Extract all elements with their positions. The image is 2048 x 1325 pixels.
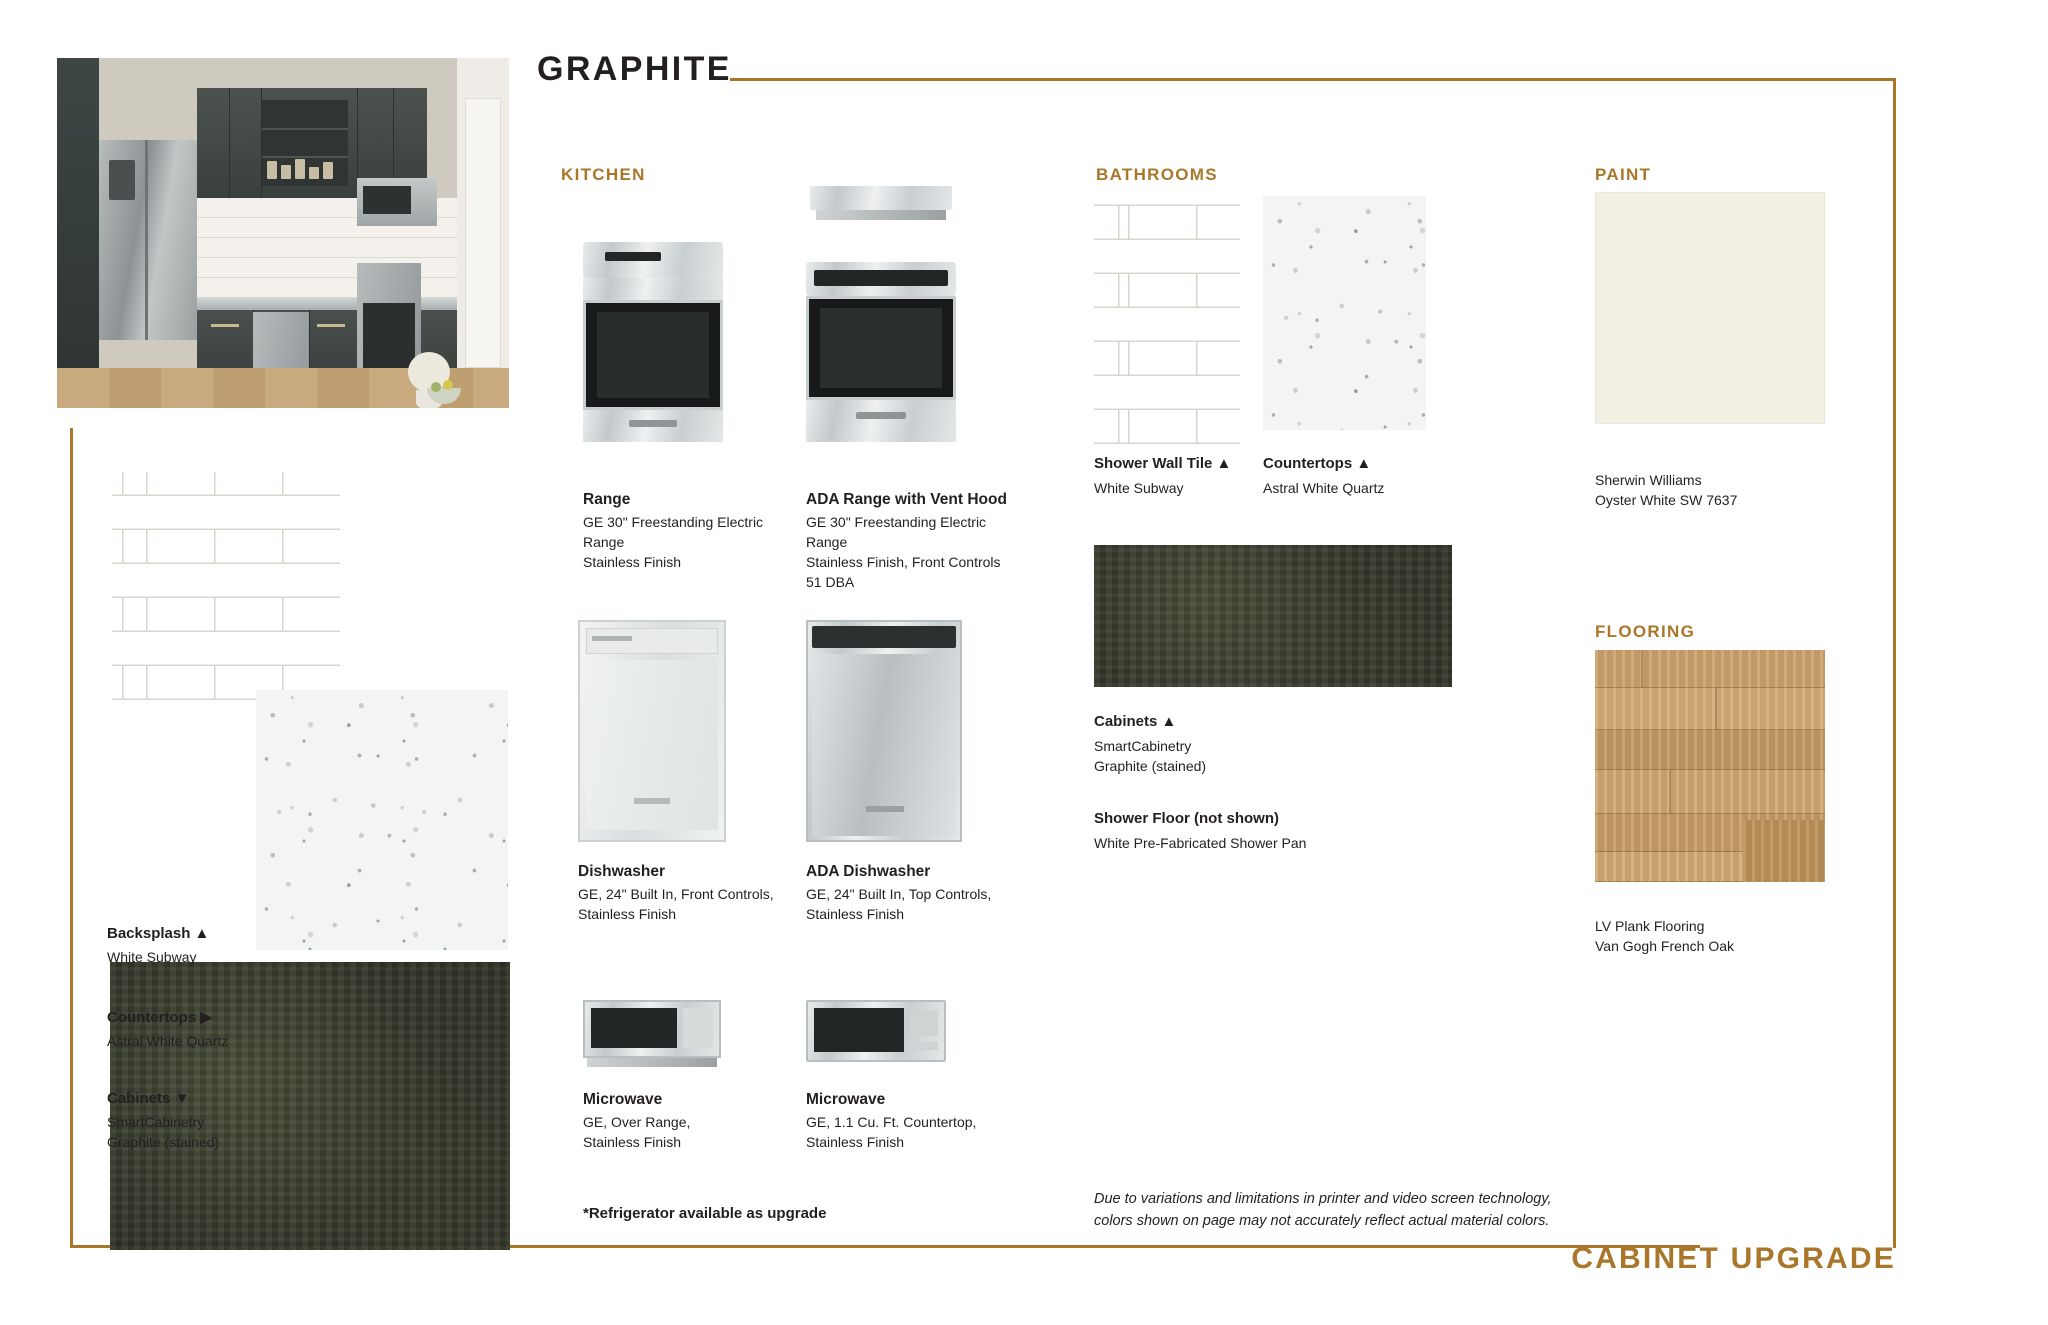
flooring-type: LV Plank Flooring — [1595, 918, 1705, 934]
ada-range-desc-1: GE 30" Freestanding Electric Range — [806, 514, 987, 551]
color-disclaimer-line1: Due to variations and limitations in printer and video screen technology, — [1094, 1191, 1552, 1207]
range-icon — [583, 242, 723, 442]
paint-swatch — [1595, 192, 1825, 424]
backsplash-label-group — [107, 925, 307, 967]
paint-label-group — [1595, 470, 1855, 511]
cabinets-value-line1: SmartCabinetry — [107, 1114, 205, 1130]
range-vent-hood-icon — [806, 186, 956, 442]
kitchen-hero-photo — [57, 58, 509, 408]
range-title: Range — [583, 491, 631, 508]
microwave-countertop-desc-2: Stainless Finish — [806, 1134, 905, 1151]
ada-dishwasher-desc-1: GE, 24" Built In, Top Controls, — [806, 886, 992, 903]
photo-left-wall — [57, 58, 99, 408]
page-title: GRAPHITE — [537, 50, 732, 88]
color-disclaimer — [1094, 1188, 1634, 1233]
backsplash-label: Backsplash ▲ — [107, 925, 210, 942]
photo-microwave — [357, 178, 437, 226]
ada-range-desc-3: 51 DBA — [806, 574, 855, 590]
microwave-over-range-desc-2: Stainless Finish — [583, 1134, 682, 1151]
paint-color-name: Oyster White SW 7637 — [1595, 492, 1738, 509]
microwave-over-range-desc-1: GE, Over Range, — [583, 1114, 691, 1131]
range-desc-2: Stainless Finish — [583, 554, 682, 571]
bath-countertops-value: Astral White Quartz — [1263, 480, 1385, 496]
flooring-swatch — [1595, 650, 1825, 882]
bath-cabinets-value-line2: Graphite (stained) — [1094, 758, 1207, 775]
countertop-swatch — [256, 690, 508, 950]
color-disclaimer-line2: colors shown on page may not accurately reflect actual material colors. — [1094, 1213, 1550, 1230]
countertop-microwave-icon — [806, 1000, 946, 1068]
shower-wall-tile-swatch — [1094, 192, 1240, 444]
ada-dishwasher-icon — [806, 620, 962, 842]
photo-refrigerator — [99, 140, 197, 340]
shower-floor-value: White Pre-Fabricated Shower Pan — [1094, 835, 1307, 851]
bath-cabinets-label: Cabinets ▲ — [1094, 713, 1177, 730]
column-header-kitchen: KITCHEN — [561, 165, 646, 184]
shower-wall-tile-label-group — [1094, 455, 1254, 498]
kitchen-item-microwave-countertop — [806, 1090, 1021, 1153]
column-header-bathrooms: BATHROOMS — [1096, 165, 1218, 184]
dishwasher-desc-2: Stainless Finish — [578, 906, 677, 923]
microwave-countertop-desc-1: GE, 1.1 Cu. Ft. Countertop, — [806, 1114, 977, 1131]
ada-dishwasher-desc-2: Stainless Finish — [806, 906, 905, 923]
countertops-label-group — [107, 1008, 347, 1051]
paint-brand: Sherwin Williams — [1595, 472, 1702, 488]
frame-left-rule — [70, 428, 73, 1248]
shower-wall-tile-value: White Subway — [1094, 480, 1184, 496]
countertops-value: Astral White Quartz — [107, 1033, 229, 1049]
dishwasher-icon — [578, 620, 726, 842]
over-range-microwave-icon — [583, 1000, 721, 1068]
photo-pantry-jars — [267, 153, 337, 179]
backsplash-value: White Subway — [107, 949, 197, 965]
range-desc-1: GE 30" Freestanding Electric Range — [583, 514, 764, 551]
ada-range-title: ADA Range with Vent Hood — [806, 491, 1007, 508]
microwave-countertop-title: Microwave — [806, 1091, 886, 1108]
cabinets-label: Cabinets ▼ — [107, 1090, 190, 1107]
dishwasher-title: Dishwasher — [578, 863, 666, 880]
kitchen-item-ada-range — [806, 490, 1021, 593]
bath-countertops-label: Countertops ▲ — [1263, 455, 1372, 472]
refrigerator-footnote: *Refrigerator available as upgrade — [583, 1205, 827, 1222]
bath-cabinet-swatch — [1094, 545, 1452, 687]
flooring-color-name: Van Gogh French Oak — [1595, 938, 1735, 955]
cabinets-value-line2: Graphite (stained) — [107, 1134, 220, 1151]
cabinets-label-group — [107, 1090, 347, 1153]
countertops-label: Countertops ▶ — [107, 1009, 212, 1026]
flooring-label-group — [1595, 916, 1855, 957]
ada-dishwasher-title: ADA Dishwasher — [806, 863, 931, 880]
ada-range-desc-2: Stainless Finish, Front Controls — [806, 554, 1001, 571]
bath-countertops-label-group — [1263, 455, 1463, 498]
photo-doorway — [465, 98, 501, 368]
shower-floor-label-group — [1094, 810, 1424, 853]
frame-right-rule — [1893, 78, 1896, 1248]
microwave-over-range-title: Microwave — [583, 1091, 663, 1108]
bath-cabinets-value-line1: SmartCabinetry — [1094, 738, 1192, 754]
column-header-flooring: FLOORING — [1595, 622, 1696, 641]
column-header-paint: PAINT — [1595, 165, 1652, 184]
kitchen-item-ada-dishwasher — [806, 862, 1021, 925]
bath-countertop-swatch — [1263, 196, 1426, 430]
kitchen-item-dishwasher — [578, 862, 793, 925]
bath-cabinets-label-group — [1094, 713, 1354, 777]
footer-title: CABINET UPGRADE — [1571, 1242, 1896, 1275]
frame-top-rule — [730, 78, 1896, 81]
shower-wall-tile-label: Shower Wall Tile ▲ — [1094, 455, 1232, 472]
dishwasher-desc-1: GE, 24" Built In, Front Controls, — [578, 886, 774, 903]
kitchen-item-microwave-over-range — [583, 1090, 798, 1153]
shower-floor-label: Shower Floor (not shown) — [1094, 810, 1279, 827]
kitchen-item-range — [583, 490, 798, 573]
backsplash-swatch — [112, 472, 340, 700]
